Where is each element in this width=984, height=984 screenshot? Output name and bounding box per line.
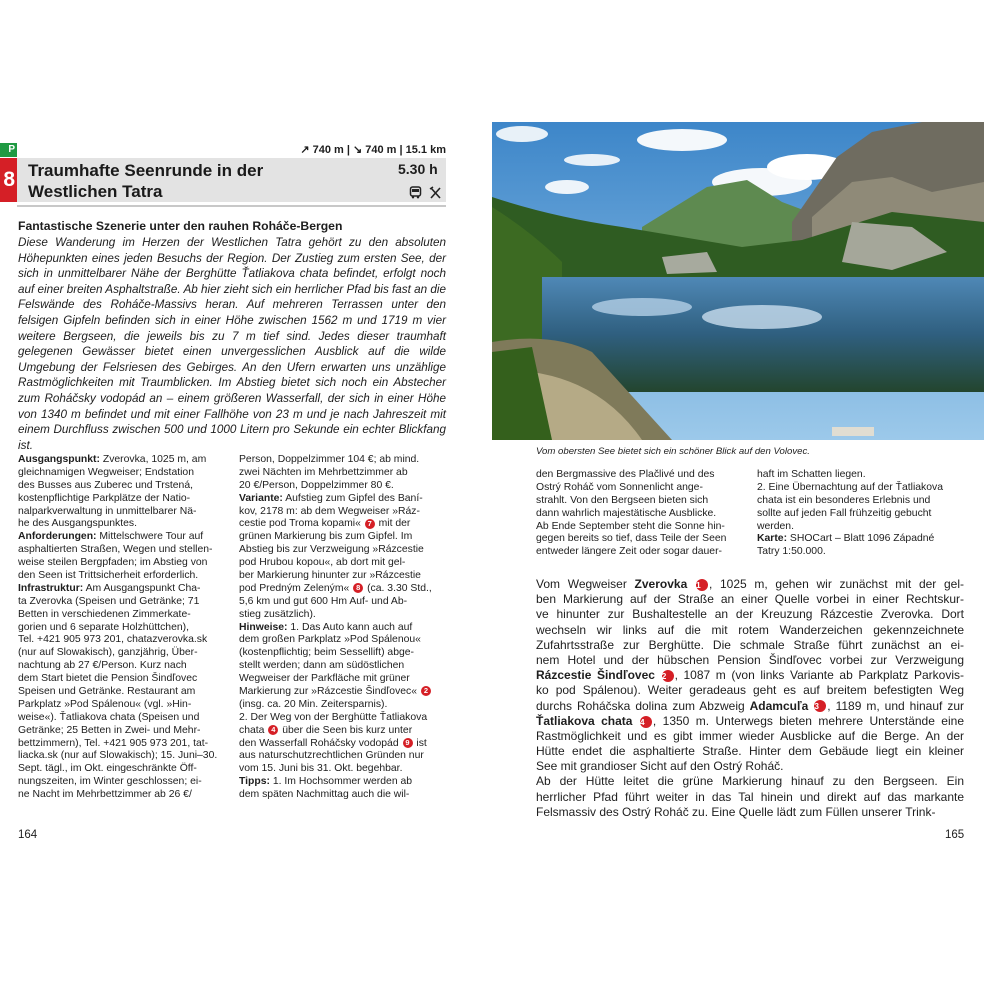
- hiking-icon: [429, 186, 442, 199]
- text-line: Zufahrtsstraße zur Berghütte. Die schmale Straße führt zunächst an ei-: [536, 637, 964, 652]
- text-line: kostenpflichtige Parkplätze der Natio-: [18, 492, 191, 504]
- text-line: den Seen ist Trittsicherheit erforderlich.: [18, 570, 199, 582]
- text-line: gleichnamigen Wegweiser; Endstation: [18, 466, 194, 478]
- info-column-3: [536, 469, 726, 559]
- text-line: 2. Der Weg von der Berghütte Ťatliakova: [239, 711, 428, 723]
- text-line: ta Zverovka (Speisen und Getränke; 71: [18, 595, 200, 607]
- text-line: dem Start bietet die Pension Šindľovec: [18, 673, 198, 685]
- text-line: asphaltierten Straßen, Wegen und stellen-: [18, 544, 213, 556]
- route-description: [536, 577, 964, 820]
- text-line: Ťatliakova chata 4 , 1350 m. Unterwegs bieten mehrere Unterstände eine: [536, 713, 964, 728]
- route-number-tab: 8: [0, 158, 17, 202]
- text-line: weise«). Ťatliakova chata (Speisen und: [18, 711, 200, 723]
- waypoint-marker: 1: [696, 579, 708, 591]
- text-line: herrlicher Pfad führt weiter in das Tal hinein und direkt auf das markante: [536, 789, 964, 804]
- text-line: vom 15. Juni bis 31. Okt. begehbar.: [239, 763, 403, 775]
- text-line: Sept. tägl., im Okt. eingeschränkte Öff-: [18, 763, 197, 775]
- text-line: Person, Doppelzimmer 104 €; ab mind.: [239, 454, 420, 465]
- text-line: 5,6 km und gut 600 Hm Auf- und Ab-: [239, 595, 408, 607]
- text-line: nem Hotel und der hübschen Pension Šindľovec vorbei zur Verzweigung: [536, 652, 964, 667]
- text-line: gegen bereits so tief, dass Teile der Seen: [536, 533, 727, 545]
- text-line: strahlt. Von den Bergseen bieten sich: [536, 494, 709, 506]
- text-line: Felsmassiv des Ostrý Roháč zu. Eine Quelle lädt zum Füllen unserer Trink-: [536, 804, 936, 819]
- text-line: Speisen und Getränke. Restaurant am: [18, 686, 196, 698]
- text-line: (insg. ca. 20 Min. Zeitersparnis).: [239, 698, 388, 710]
- text-line: Variante: Aufstieg zum Gipfel des Baní-: [239, 492, 423, 504]
- text-line: Vom Wegweiser Zverovka 1 , 1025 m, gehen wir zunächst mit der gel-: [536, 577, 964, 591]
- text-line: See mit grandioser Sicht auf den Ostrý Roháč.: [536, 759, 784, 774]
- text-line: stieg zusätzlich).: [239, 608, 316, 620]
- text-line: Parkplatz »Pod Spálenou« (vgl. »Hin-: [18, 698, 192, 710]
- text-line: haft im Schatten liegen.: [757, 469, 866, 480]
- text-line: ve hinunter zur Bushaltestelle an der Kreuzung Rázcestie Zverovka. Dort: [536, 607, 964, 622]
- text-line: he des Ausgangspunktes.: [18, 518, 138, 530]
- text-line: gorien und 6 separate Holzhüttchen),: [18, 621, 189, 633]
- text-line: zwei Nächten im Mehrbettzimmer ab: [239, 466, 408, 478]
- text-line: dem späten Nachmittag auch die wil-: [239, 789, 410, 801]
- route-subtitle: Fantastische Szenerie unter den rauhen Roháče-Bergen: [18, 219, 343, 233]
- route-stats: ↗ 740 m | ↘ 740 m | 15.1 km: [300, 144, 446, 156]
- text-line: ben Markierung auf der Straße an einer Quelle vorbei in einer Rechtskur-: [536, 592, 964, 607]
- text-line: Betten in verschiedenen Zimmerkate-: [18, 608, 191, 620]
- header-divider: [17, 205, 446, 207]
- text-line: wechseln wir links auf die mit rotem Wanderzeichen gekennzeichnete: [536, 622, 964, 637]
- text-line: dem großen Parkplatz »Pod Spálenou«: [239, 634, 421, 646]
- text-line: stellt werden; dann am südöstlichen: [239, 660, 405, 672]
- text-line: (nur auf Slowakisch), ganzjährig, Über-: [18, 647, 198, 659]
- text-line: Anforderungen: Mittelschwere Tour auf: [18, 531, 204, 543]
- page-number-right: 165: [945, 829, 965, 841]
- text-line: Ausgangspunkt: Zverovka, 1025 m, am: [18, 454, 207, 465]
- text-line: ko pod Spálenou). Weiter geradeaus geht es auf breitem befestigten Weg: [536, 683, 964, 698]
- text-line: Hütte endet die asphaltierte Straße. Hinter dem Gebäude liegt ein kleiner: [536, 744, 964, 759]
- text-line: entweder längere Zeit oder sogar dauer-: [536, 546, 722, 558]
- text-line: durchs Roháčska dolina zum Abzweig Adamcuľa 3 , 1189 m, und hinauf zur: [536, 698, 964, 713]
- route-title-line2: Westlichen Tatra: [28, 182, 163, 201]
- route-duration: 5.30 h: [398, 161, 438, 177]
- text-line: pod Hrubou kopou«, ab dort mit gel-: [239, 557, 406, 569]
- waypoint-marker: 4: [268, 725, 278, 735]
- text-line: nachtung ab 27 €/Person. Kurz nach: [18, 660, 187, 672]
- text-line: Getränke; 25 Betten in Zwei- und Mehr-: [18, 724, 201, 736]
- waypoint-marker: 8: [353, 583, 363, 593]
- text-line: den Wasserfall Roháčsky vodopád 9 ist: [239, 737, 427, 749]
- route-title-line1: Traumhafte Seenrunde in der: [28, 161, 264, 180]
- text-line: kov, 2178 m: ab dem Wegweiser »Ráz-: [239, 505, 420, 517]
- photo-caption: Vom obersten See bietet sich ein schöner Blick auf den Volovec.: [536, 446, 810, 457]
- text-line: pod Predným Zeleným« 8 (ca. 3.30 Std.,: [239, 582, 432, 594]
- text-line: liacka.sk (nur auf Slowakisch); 15. Juni–30.: [18, 750, 218, 762]
- text-line: (kostenpflichtig; beim Sessellift) abge-: [239, 647, 414, 659]
- waypoint-marker: 4: [640, 716, 652, 728]
- text-line: sollte auf jeden Fall frühzeitig gebucht: [757, 507, 932, 519]
- text-line: Tel. +421 905 973 201, chatazverovka.sk: [18, 634, 208, 646]
- text-line: Tipps: 1. Im Hochsommer werden ab: [239, 776, 413, 788]
- text-line: Ab der Hütte leitet die grüne Markierung hinauf zu den Bergseen. Ein: [536, 774, 964, 789]
- route-title: [28, 160, 263, 202]
- waypoint-marker: 2: [421, 686, 431, 696]
- text-line: chata 4 über die Seen bis kurz unter: [239, 724, 413, 736]
- text-line: den Bergmassive des Plačlivé und des: [536, 469, 715, 480]
- transport-icons: [409, 183, 442, 199]
- text-line: Abstieg bis zur Verzweigung »Rázcestie: [239, 544, 424, 556]
- bus-icon: [409, 186, 422, 199]
- waypoint-marker: 9: [403, 738, 413, 748]
- text-line: Infrastruktur: Am Ausgangspunkt Cha-: [18, 582, 201, 594]
- text-line: cestie pod Troma kopami« 7 mit der: [239, 518, 411, 530]
- text-line: bettzimmern), Tel. +421 905 973 201, tat-: [18, 737, 209, 749]
- text-line: nungszeiten, im Winter geschlossen; ei-: [18, 776, 202, 788]
- text-line: Karte: SHOCart – Blatt 1096 Západné: [757, 533, 935, 545]
- text-line: Hinweise: 1. Das Auto kann auch auf: [239, 621, 413, 633]
- text-line: 2. Eine Übernachtung auf der Ťatliakova: [757, 481, 943, 493]
- route-category-tab: P: [0, 143, 17, 157]
- text-line: Ostrý Roháč vom Sonnenlicht ange-: [536, 481, 703, 493]
- info-column-2: [239, 454, 432, 802]
- text-line: aus naturschutzrechtlichen Gründen nur: [239, 750, 424, 762]
- text-line: chata ist ein besonderes Erlebnis und: [757, 494, 931, 506]
- text-line: grünen Markierung bis zum Gipfel. Im: [239, 531, 413, 543]
- text-line: ber Markierung hinunter zur »Rázcestie: [239, 570, 421, 582]
- text-line: ne Nacht im Mehrbettzimmer ab 26 €/: [18, 789, 192, 801]
- text-line: Rastmöglichkeit und es gibt immer wieder Ausblicke auf die Berge. An der: [536, 728, 964, 743]
- text-line: weise steilen Bergpfaden; im Abstieg von: [18, 557, 208, 569]
- waypoint-marker: 2: [662, 670, 674, 682]
- text-line: Tatry 1:50.000.: [757, 546, 826, 558]
- text-line: dann wahrlich majestätische Ausblicke.: [536, 507, 717, 519]
- text-line: Markierung zur »Rázcestie Šindľovec« 2: [239, 686, 432, 699]
- text-line: Wegweiser der Parkfläche mit grüner: [239, 673, 410, 685]
- waypoint-marker: 7: [365, 519, 375, 529]
- text-line: 20 €/Person, Doppelzimmer 80 €.: [239, 479, 394, 491]
- text-line: werden.: [757, 520, 794, 532]
- text-line: des Busses aus Zuberec und Trstená,: [18, 479, 194, 491]
- info-column-4: [757, 469, 943, 559]
- info-column-1: [18, 454, 217, 802]
- page-number-left: 164: [18, 829, 38, 841]
- text-line: nalparkverwaltung in unmittelbarer Nä-: [18, 505, 197, 517]
- route-intro: Diese Wanderung im Herzen der Westlichen Tatra gehört zu den absoluten Höhepunkten eines jeden Besuchs der Region. Der Zustieg zum ersten See, der sich in unmittelbarer Nähe der Berghütte Ťatliakova chata befindet, erfolgt noch auf einer breiten Asphaltstraße. Ab hier zieht sich ein herrlicher Pfad bis fast an die Felswände des Roháče-Massivs heran. Auf mehreren Terrassen unter den felsigen Gipfeln befinden sich in einer Höhe zwischen 1562 m und 1719 m vier weitere Bergseen, die jeweils bis zu 7 m tief sind. Jedes dieser traumhaft gelegenen Gewässer bietet einen unvergesslichen Ausblick auf die wilde Umgebung der Felsriesen des Gebirges. An den Ufern erwarten uns unzählige Rastmöglichkeiten mit Traumblicken. Im Abstieg bietet sich noch ein Abstecher zum Roháčsky vodopád an – einem größeren Wasserfall, der sich in einer Höhe von 1340 m befindet und mit einer Fallhöhe von 23 m und je nach Jahreszeit mit einem Durchfluss zwischen 500 und 1000 Litern pro Sekunde ein echter Blickfang ist.: [18, 236, 446, 452]
- text-line: Ab Ende September steht die Sonne hin-: [536, 520, 725, 532]
- lake-photo: [492, 122, 984, 440]
- text-line: Rázcestie Šindľovec 2 , 1087 m (von links Variante ab Parkplatz Parkovis-: [536, 668, 964, 683]
- waypoint-marker: 3: [814, 700, 826, 712]
